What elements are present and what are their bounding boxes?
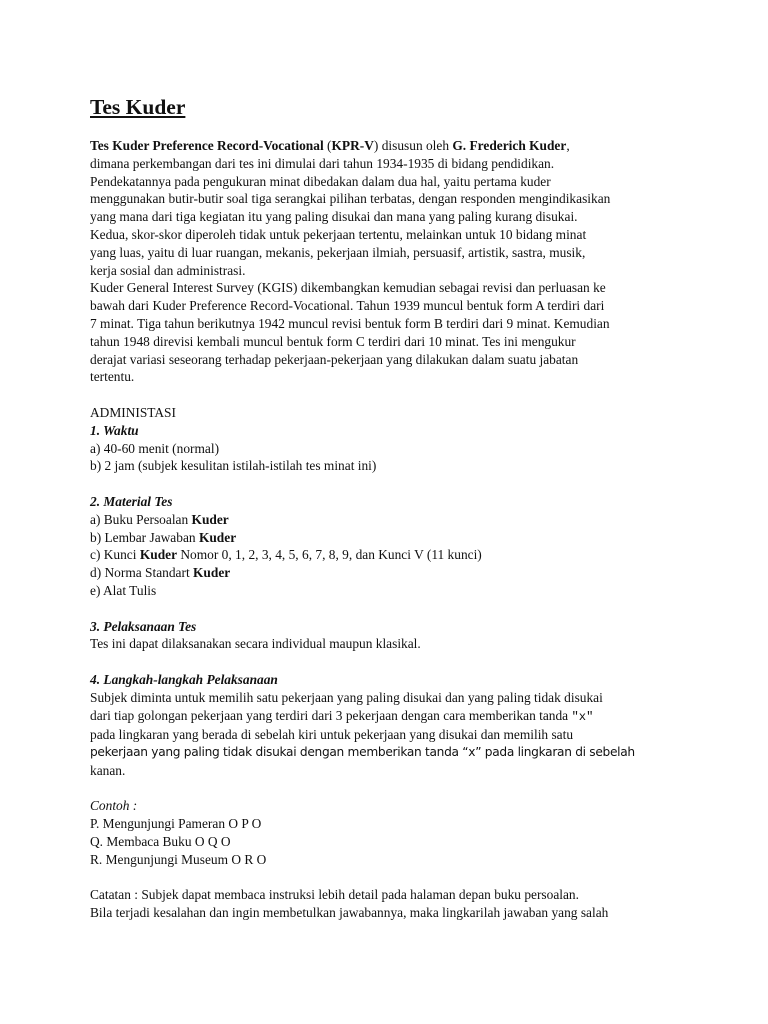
by-text: ) disusun oleh <box>373 138 453 153</box>
intro-line: Kuder General Interest Survey (KGIS) dikembangkan kemudian sebagai revisi dan perluasan ke <box>90 280 606 296</box>
catatan-line: Catatan : Subjek dapat membaca instruksi lebih detail pada halaman depan buku persoalan. <box>90 887 579 903</box>
intro-line: 7 minat. Tiga tahun berikutnya 1942 muncul revisi bentuk form B terdiri dari 9 minat. Kemudian <box>90 315 610 331</box>
langkah-line: Subjek diminta untuk memilih satu pekerjaan yang paling disukai dan yang paling tidak disukai <box>90 689 603 705</box>
material-item-b <box>90 529 690 547</box>
pelaksanaan-text: Tes ini dapat dilaksanakan secara individual maupun klasikal. <box>90 636 421 652</box>
spacer <box>90 780 690 798</box>
material-item-d <box>90 564 690 582</box>
contoh-item: Q. Membaca Buku O Q O <box>90 834 231 850</box>
material-text: Nomor 0, 1, 2, 3, 4, 5, 6, 7, 8, 9, dan Kunci V (11 kunci) <box>177 547 482 563</box>
intro-line: tahun 1948 direvisi kembali muncul bentuk form C terdiri dari 10 minat. Tes ini mengukur <box>90 333 576 349</box>
contoh-item: R. Mengunjungi Museum O R O <box>90 851 267 867</box>
spacer <box>90 475 690 493</box>
material-item-c <box>90 546 690 564</box>
material-text: b) Lembar Jawaban <box>90 529 199 545</box>
catatan-line: Bila terjadi kesalahan dan ingin membetulkan jawabannya, maka lingkarilah jawaban yang salah <box>90 905 609 921</box>
intro-line: bawah dari Kuder Preference Record-Vocational. Tahun 1939 muncul bentuk form A terdiri dari <box>90 298 605 314</box>
intro-first-line <box>90 137 690 155</box>
spacer <box>90 386 690 404</box>
document-body <box>90 93 690 922</box>
kprv-abbr: KPR-V <box>331 138 374 153</box>
langkah-line: kanan. <box>90 762 126 778</box>
material-item-e: e) Alat Tulis <box>90 582 157 598</box>
langkah-line: pekerjaan yang paling tidak disukai dengan memberikan tanda “x” pada lingkaran di sebelah <box>90 745 635 760</box>
author-name: G. Frederich Kuder <box>452 138 567 153</box>
pelaksanaan-heading-text: 3. Pelaksanaan Tes <box>90 618 197 634</box>
langkah-heading-text: 4. Langkah-langkah Pelaksanaan <box>90 671 278 687</box>
page-title: Tes Kuder <box>90 95 186 119</box>
spacer <box>90 653 690 671</box>
material-item-a <box>90 511 690 529</box>
x-mark: "x" <box>571 709 594 724</box>
after-author: , <box>566 138 570 153</box>
kuder-bold: Kuder <box>193 565 231 581</box>
material-text: d) Norma Standart <box>90 565 194 581</box>
waktu-heading <box>90 422 690 440</box>
material-text: a) Buku Persoalan <box>90 511 192 527</box>
contoh-heading-text: Contoh : <box>90 798 138 814</box>
contoh-heading <box>90 797 690 815</box>
kuder-bold: Kuder <box>139 547 178 563</box>
langkah-line: pada lingkaran yang berada di sebelah kiri untuk pekerjaan yang disukai dan memilih satu <box>90 727 574 743</box>
intro-line: Pendekatannya pada pengukuran minat dibedakan dalam dua hal, yaitu pertama kuder <box>90 173 551 189</box>
material-text: c) Kunci <box>90 547 140 563</box>
kprv-name: Tes Kuder Preference Record-Vocational <box>90 138 324 153</box>
intro-line: tertentu. <box>90 369 135 385</box>
intro-line: dimana perkembangan dari tes ini dimulai dari tahun 1934-1935 di bidang pendidikan. <box>90 155 555 171</box>
intro-line: Kedua, skor-skor diperoleh tidak untuk pekerjaan tertentu, melainkan untuk 10 bidang minat <box>90 226 587 242</box>
pelaksanaan-heading <box>90 618 690 636</box>
spacer <box>90 869 690 887</box>
admin-heading: ADMINISTASI <box>90 404 176 420</box>
kuder-bold: Kuder <box>198 529 237 545</box>
material-heading-text: 2. Material Tes <box>90 493 173 509</box>
waktu-heading-text: 1. Waktu <box>90 422 139 438</box>
langkah-text: dari tiap golongan pekerjaan yang terdiri dari 3 pekerjaan dengan cara memberikan tanda <box>90 707 572 723</box>
intro-line: yang mana dari tiga kegiatan itu yang paling disukai dan mana yang paling kurang disukai. <box>90 209 578 225</box>
contoh-item: P. Mengunjungi Pameran O P O <box>90 816 262 832</box>
intro-line: menggunakan butir-butir soal tiga serangkai pilihan terbatas, dengan responden mengindikasikan <box>90 191 611 207</box>
langkah-heading <box>90 671 690 689</box>
langkah-line <box>90 707 690 727</box>
intro-line: derajat variasi seseorang terhadap pekerjaan-pekerjaan yang dilakukan dalam suatu jabatan <box>90 351 579 367</box>
paren-open: ( <box>323 138 332 153</box>
intro-line: kerja sosial dan administrasi. <box>90 262 246 278</box>
intro-line: yang luas, yaitu di luar ruangan, mekanis, pekerjaan ilmiah, persuasif, artistik, sastra, musik, <box>90 244 586 260</box>
material-heading <box>90 493 690 511</box>
waktu-item: a) 40-60 menit (normal) <box>90 440 220 456</box>
spacer <box>90 600 690 618</box>
waktu-item: b) 2 jam (subjek kesulitan istilah-istilah tes minat ini) <box>90 458 377 474</box>
kuder-bold: Kuder <box>191 511 229 527</box>
